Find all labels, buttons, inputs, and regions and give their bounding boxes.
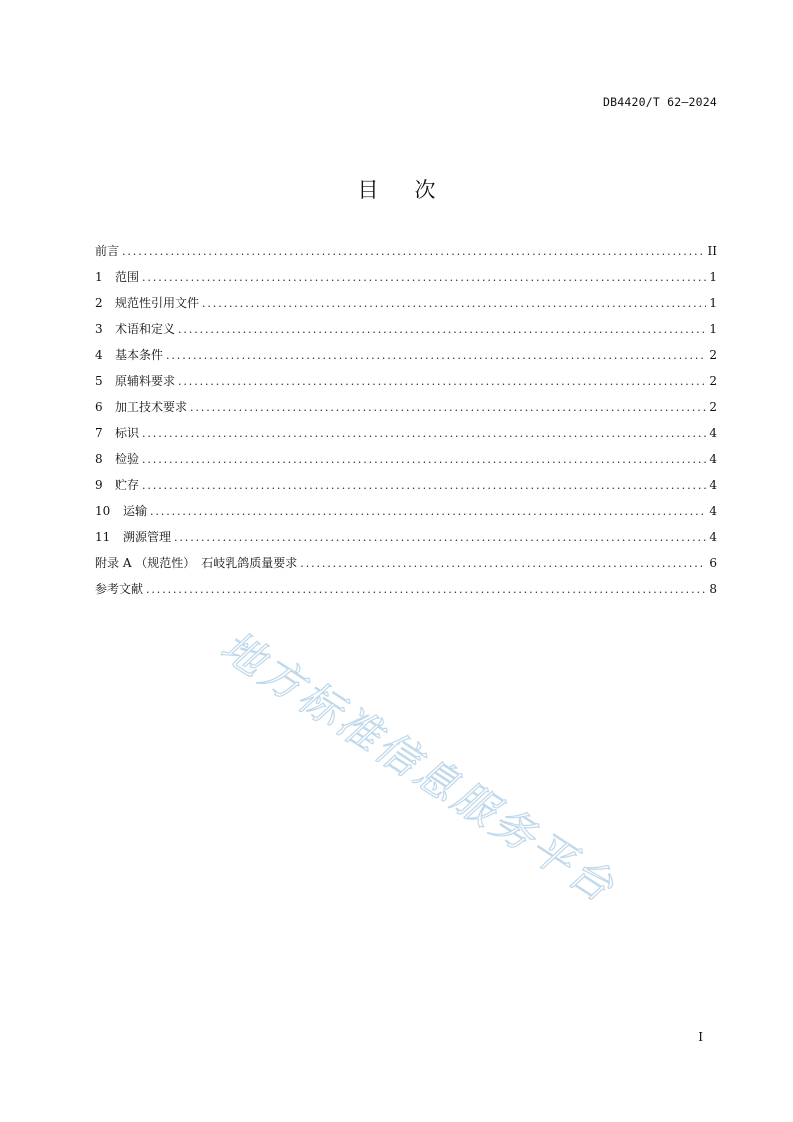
toc-label: 基本条件 <box>115 348 164 362</box>
toc-number: 5 <box>95 374 103 388</box>
toc-number: 11 <box>95 530 111 544</box>
toc-leader <box>142 265 706 291</box>
toc-page: 6 <box>709 556 717 570</box>
toc-entry-appendix-a[interactable] <box>95 550 717 576</box>
toc-label: 术语和定义 <box>115 322 176 336</box>
document-code: DB4420/T 62—2024 <box>603 95 717 109</box>
toc-entry-4[interactable] <box>95 342 717 368</box>
toc-page: 1 <box>709 270 717 284</box>
toc-label: 加工技术要求 <box>115 400 188 414</box>
toc-entry-5[interactable] <box>95 368 717 394</box>
toc-number: 10 <box>95 504 111 518</box>
page-title: 目次 <box>357 178 472 202</box>
toc-label: 附录 A （规范性） 石岐乳鸽质量要求 <box>95 556 298 570</box>
toc-leader <box>146 577 706 603</box>
toc-page: 1 <box>709 322 717 336</box>
toc-label: 标识 <box>115 426 140 440</box>
toc-leader <box>142 447 706 473</box>
toc-leader <box>150 499 706 525</box>
toc-label: 范围 <box>115 270 140 284</box>
toc-leader <box>202 291 706 317</box>
watermark: 地方标准信息服务平台 <box>212 621 625 913</box>
toc-label: 运输 <box>123 504 148 518</box>
toc-page: II <box>707 244 717 258</box>
toc-number: 3 <box>95 322 103 336</box>
toc-entry-7[interactable] <box>95 420 717 446</box>
toc-number: 1 <box>95 270 103 284</box>
toc-label: 检验 <box>115 452 140 466</box>
toc-number: 6 <box>95 400 103 414</box>
toc-label: 原辅料要求 <box>115 374 176 388</box>
toc-page: 2 <box>709 400 717 414</box>
toc-entry-2[interactable] <box>95 290 717 316</box>
toc-page: 8 <box>709 582 717 596</box>
toc-entry-11[interactable] <box>95 524 717 550</box>
page-number: I <box>698 1030 703 1044</box>
toc-leader <box>178 369 706 395</box>
toc-page: 4 <box>709 504 717 518</box>
toc-entry-1[interactable] <box>95 264 717 290</box>
toc-leader <box>142 421 706 447</box>
toc-leader <box>166 343 706 369</box>
toc-entry-3[interactable] <box>95 316 717 342</box>
toc-page: 2 <box>709 374 717 388</box>
toc-page: 2 <box>709 348 717 362</box>
toc-entry-6[interactable] <box>95 394 717 420</box>
toc-label: 参考文献 <box>95 582 144 596</box>
toc-label: 溯源管理 <box>123 530 172 544</box>
toc-number: 9 <box>95 478 103 492</box>
toc-entry-foreword[interactable] <box>95 238 717 264</box>
toc-leader <box>190 395 706 421</box>
toc-label: 前言 <box>95 244 120 258</box>
toc-number: 8 <box>95 452 103 466</box>
toc-leader <box>300 551 706 577</box>
toc-leader <box>174 525 706 551</box>
toc-number: 7 <box>95 426 103 440</box>
toc-label: 贮存 <box>115 478 140 492</box>
toc-leader <box>142 473 706 499</box>
toc-page: 4 <box>709 452 717 466</box>
toc-page: 4 <box>709 478 717 492</box>
toc-leader <box>178 317 706 343</box>
toc-number: 4 <box>95 348 103 362</box>
toc-number: 2 <box>95 296 103 310</box>
toc-entry-references[interactable] <box>95 576 717 602</box>
toc-page: 4 <box>709 426 717 440</box>
table-of-contents <box>95 238 717 602</box>
toc-page: 4 <box>709 530 717 544</box>
toc-entry-10[interactable] <box>95 498 717 524</box>
toc-leader <box>122 239 705 265</box>
toc-entry-9[interactable] <box>95 472 717 498</box>
toc-entry-8[interactable] <box>95 446 717 472</box>
toc-label: 规范性引用文件 <box>115 296 200 310</box>
toc-page: 1 <box>709 296 717 310</box>
